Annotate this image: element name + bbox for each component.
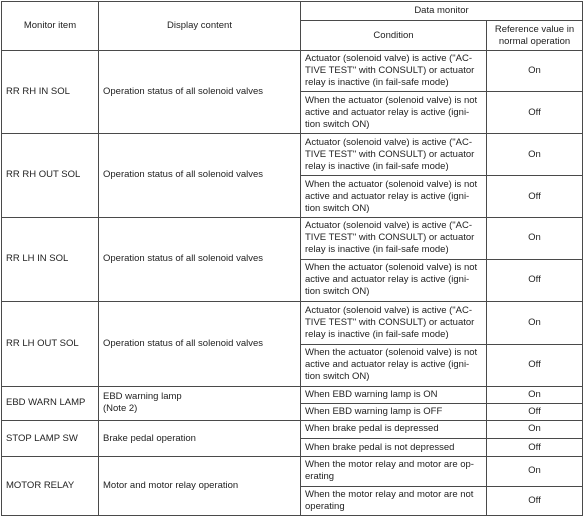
condition-cell: When brake pedal is depressed <box>301 420 487 438</box>
reference-value-cell: Off <box>487 92 583 133</box>
header-display-content: Display content <box>99 2 301 51</box>
condition-cell: When the actuator (solenoid valve) is not active and actuator relay is active (igni-tion switch ON) <box>301 176 487 217</box>
condition-cell: When brake pedal is not depressed <box>301 439 487 457</box>
monitor-item-cell: MOTOR RELAY <box>2 457 99 516</box>
reference-value-cell: On <box>487 457 583 486</box>
reference-value-cell: On <box>487 420 583 438</box>
reference-value-cell: Off <box>487 176 583 217</box>
data-monitor-table <box>1 1 583 516</box>
table-row <box>2 386 583 403</box>
condition-cell: Actuator (solenoid valve) is active ("AC-TIVE TEST" with CONSULT) or actuator relay is inactive (in fail-safe mode) <box>301 217 487 259</box>
monitor-item-cell: EBD WARN LAMP <box>2 386 99 420</box>
monitor-item-cell: STOP LAMP SW <box>2 420 99 456</box>
condition-cell: When the motor relay and motor are not operating <box>301 486 487 515</box>
header-condition: Condition <box>301 21 487 51</box>
monitor-item-cell: RR LH IN SOL <box>2 217 99 301</box>
display-content-cell: Operation status of all solenoid valves <box>99 301 301 386</box>
header-monitor-item: Monitor item <box>2 2 99 51</box>
table-row <box>2 51 583 92</box>
header-reference-value: Reference value in normal operation <box>487 21 583 51</box>
display-content-cell: Motor and motor relay operation <box>99 457 301 516</box>
reference-value-cell: Off <box>487 486 583 515</box>
table-row <box>2 133 583 175</box>
condition-cell: When the actuator (solenoid valve) is not active and actuator relay is active (igni-tion switch ON) <box>301 92 487 133</box>
condition-cell: When the motor relay and motor are op-erating <box>301 457 487 486</box>
table-row <box>2 217 583 259</box>
reference-value-cell: Off <box>487 260 583 301</box>
display-content-cell: Brake pedal operation <box>99 420 301 456</box>
reference-value-cell: On <box>487 386 583 403</box>
condition-cell: When EBD warning lamp is OFF <box>301 403 487 420</box>
condition-cell: Actuator (solenoid valve) is active ("AC-TIVE TEST" with CONSULT) or actuator relay is inactive (in fail-safe mode) <box>301 301 487 344</box>
reference-value-cell: Off <box>487 403 583 420</box>
table-body <box>2 51 583 516</box>
display-content-cell: Operation status of all solenoid valves <box>99 217 301 301</box>
table-row <box>2 457 583 486</box>
reference-value-cell: On <box>487 217 583 259</box>
monitor-item-cell: RR RH OUT SOL <box>2 133 99 217</box>
display-content-cell: EBD warning lamp (Note 2) <box>99 386 301 420</box>
condition-cell: When the actuator (solenoid valve) is not active and actuator relay is active (igni-tion switch ON) <box>301 260 487 301</box>
reference-value-cell: On <box>487 51 583 92</box>
table-row <box>2 301 583 344</box>
table-row <box>2 420 583 438</box>
monitor-item-cell: RR LH OUT SOL <box>2 301 99 386</box>
condition-cell: Actuator (solenoid valve) is active ("AC-TIVE TEST" with CONSULT) or actuator relay is inactive (in fail-safe mode) <box>301 133 487 175</box>
reference-value-cell: Off <box>487 439 583 457</box>
display-content-cell: Operation status of all solenoid valves <box>99 133 301 217</box>
condition-cell: When EBD warning lamp is ON <box>301 386 487 403</box>
condition-cell: Actuator (solenoid valve) is active ("AC-TIVE TEST" with CONSULT) or actuator relay is inactive (in fail-safe mode) <box>301 51 487 92</box>
header-data-monitor: Data monitor <box>301 2 583 21</box>
reference-value-cell: Off <box>487 345 583 386</box>
display-content-cell: Operation status of all solenoid valves <box>99 51 301 134</box>
reference-value-cell: On <box>487 301 583 344</box>
reference-value-cell: On <box>487 133 583 175</box>
monitor-item-cell: RR RH IN SOL <box>2 51 99 134</box>
condition-cell: When the actuator (solenoid valve) is not active and actuator relay is active (igni-tion switch ON) <box>301 345 487 386</box>
